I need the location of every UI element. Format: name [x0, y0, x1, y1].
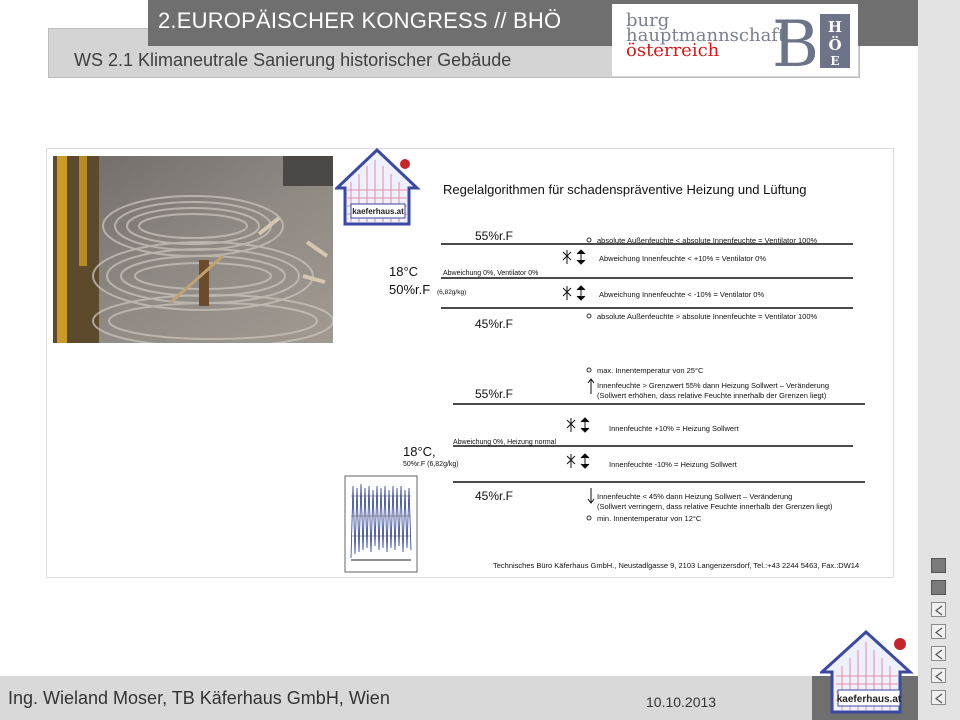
nav-forward-button[interactable]: [931, 668, 946, 683]
chevron-left-icon: [932, 625, 947, 640]
bhoe-logo-line-2: hauptmannschaft: [626, 25, 786, 46]
heat-rule-8: min. Innentemperatur von 12°C: [597, 514, 702, 523]
chevron-left-icon: [932, 669, 947, 684]
heat-rule-6: Innenfeuchte < 45% dann Heizung Sollwert – Veränderung: [597, 492, 793, 501]
vent-rule-2: Abweichung Innenfeuchte < +10% = Ventilator 0%: [599, 254, 766, 263]
heat-rule-3: (Sollwert erhöhen, dass relative Feuchte innerhalb der Grenzen liegt): [597, 391, 827, 400]
heat-bullet-icon: [587, 516, 591, 520]
heat-rule-7: (Sollwert verringern, dass relative Feuchte innerhalb der Grenzen liegt): [597, 502, 833, 511]
bhoe-mark-letter: B: [772, 10, 820, 70]
page-subtitle: WS 2.1 Klimaneutrale Sanierung historischer Gebäude: [74, 50, 512, 70]
heat-setpoint-temp: 18°C,: [403, 444, 436, 459]
vent-down-arrows-icon: [563, 286, 585, 300]
vent-setpoint-abs: (6,82g/kg): [437, 289, 467, 296]
vent-rule-4: absolute Außenfeuchte > absolute Innenfeuchte = Ventilator 100%: [597, 312, 818, 321]
vent-rule-3: Abweichung Innenfeuchte < -10% = Ventilator 0%: [599, 290, 765, 299]
vent-bullet-icon: [587, 314, 591, 318]
heat-lower-limit: 45%r.F: [475, 489, 514, 503]
svg-text:H: H: [827, 18, 843, 36]
footer-date: 10.10.2013: [646, 694, 717, 710]
bhoe-logo-line-1: burg: [626, 10, 670, 31]
heat-deviation-label: Abweichung 0%, Heizung normal: [453, 439, 557, 446]
footer-logo-text: kaeferhaus.at: [836, 694, 902, 705]
heat-upper-limit: 55%r.F: [475, 387, 514, 401]
control-algorithm-diagram: [335, 148, 893, 578]
vent-bullet-icon: [587, 238, 591, 242]
bhoe-logo: [612, 4, 858, 76]
measurement-thumbnail: [345, 476, 417, 572]
nav-back-button[interactable]: [931, 646, 946, 661]
floor-heating-photo: [53, 156, 333, 343]
vent-lower-limit: 45%r.F: [475, 317, 514, 331]
kaeferhaus-footer-logo-icon: [820, 628, 914, 716]
heat-rule-4: Innenfeuchte +10% = Heizung Sollwert: [609, 424, 739, 433]
heat-rule-1: max. Innentemperatur von 25°C: [597, 366, 704, 375]
nav-first-slide-button[interactable]: [931, 558, 946, 573]
diagram-title: Regelalgorithmen für schadenspräventive Heizung und Lüftung: [443, 182, 807, 197]
nav-end-button[interactable]: [931, 690, 946, 705]
heat-rule-5: Innenfeuchte -10% = Heizung Sollwert: [609, 460, 737, 469]
chevron-left-icon: [932, 647, 947, 662]
vent-setpoint-temp: 18°C: [389, 264, 419, 279]
heat-setpoint-rh: 50%r.F (6,82g/kg): [403, 461, 459, 468]
heat-down-arrow-icon: [588, 488, 594, 503]
vent-upper-limit: 55%r.F: [475, 229, 514, 243]
vent-deviation-label: Abweichung 0%, Ventilator 0%: [443, 270, 539, 277]
bhoe-mark-icon: [772, 10, 852, 70]
vent-up-arrows-icon: [563, 250, 585, 264]
nav-last-viewed-button[interactable]: [931, 580, 946, 595]
diagram-logo-text: kaeferhaus.at: [352, 207, 404, 216]
chevron-left-icon: [932, 691, 947, 706]
diagram-footer: Technisches Büro Käferhaus GmbH., Neustadlgasse 9, 2103 Langenzersdorf, Tel.:+43 2244 5463, Fax.:DW14: [493, 561, 860, 570]
heating-section: [403, 366, 865, 523]
heat-up-arrow-icon: [588, 379, 594, 394]
heat-down-arrows-icon: [567, 454, 589, 468]
heat-bullet-icon: [587, 368, 591, 372]
chevron-left-icon: [932, 603, 947, 618]
vent-setpoint-rh: 50%r.F: [389, 282, 431, 297]
svg-text:Ö: Ö: [828, 36, 842, 54]
vent-rule-1: absolute Außenfeuchte < absolute Innenfeuchte = Ventilator 100%: [597, 236, 818, 245]
footer-author: Ing. Wieland Moser, TB Käferhaus GmbH, Wien: [8, 688, 390, 708]
nav-next-button[interactable]: [931, 624, 946, 639]
heat-up-arrows-icon: [567, 418, 589, 432]
bhoe-logo-text: [626, 10, 786, 61]
nav-previous-button[interactable]: [931, 602, 946, 617]
ventilation-section: [389, 229, 853, 331]
page-title: 2.EUROPÄISCHER KONGRESS // BHÖ: [158, 8, 562, 33]
bhoe-logo-line-3: österreich: [626, 40, 720, 61]
svg-text:E: E: [830, 54, 840, 68]
heat-rule-2: Innenfeuchte > Grenzwert 55% dann Heizung Sollwert – Veränderung: [597, 381, 830, 390]
